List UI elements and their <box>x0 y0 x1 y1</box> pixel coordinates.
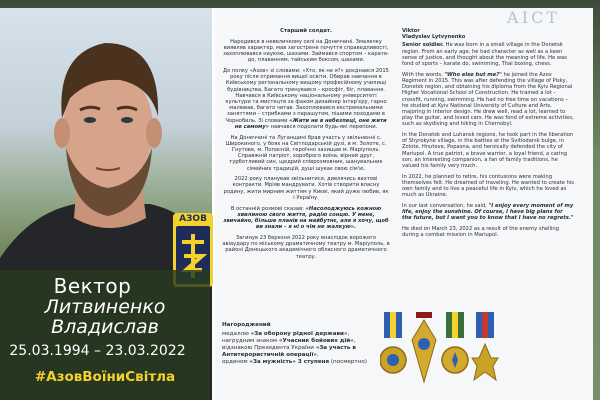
aist-logo: АІСТ <box>506 8 560 27</box>
azov-badge-label: АЗОВ <box>179 214 207 224</box>
award-medal-title: «За оборону рідної держави» <box>250 331 348 337</box>
medals-illustration <box>380 310 500 395</box>
award-order-prefix: орденом <box>222 359 250 365</box>
en-p2-text-end: he joined the Azov Regiment in 2015. This was after defending the village of Pisky, Donetsk region, and obtaining his diploma from the Kyiv Regional Higher Vocational School of Construction. He trained a lot – crossfit, running, swimming. He had no free time on vacations – he studied at Kyiv National University of Culture and Arts, majoring in interior design. He drew well, read a lot, learned to play the guitar, and loved cars. He was fond of extreme activities, such as skydiving and hiking in Chernobyl. <box>402 71 574 128</box>
award-badge-prefix: нагрудним знаком <box>222 338 279 344</box>
combat-participant-badge-icon <box>412 312 436 382</box>
en-p5-quote: "I enjoy every moment of my life, enjoy the sunshine. Of course, I have big plans for the future, but I want you to know that I have no regrets." <box>402 203 574 222</box>
award-medal <box>222 331 380 338</box>
award-badge-title: «Учасник бойових дій» <box>278 338 354 344</box>
last-name: Литвиненко Владислав <box>44 296 166 338</box>
ua-paragraph-3: На Донеччині та Луганщині брав участь у звільненні с. Широкиного, у боях на Світлодарській дузі, в м. Золоте, с. Гнутове, м. Попасній, героїчно захищав м. Маріуполь. Справжній патріот, хороброго воїна, вірний друг, турботливий син, щедрий співрозмовник, шанувальник сімейних традицій, душі шукає свою сім'ю. <box>225 134 387 172</box>
en-paragraph-1 <box>402 42 574 67</box>
hashtag: #АзовВоїниСвітла <box>34 369 176 385</box>
award-medal-suffix: , <box>347 331 350 337</box>
en-name-line-1: Viktor <box>402 28 420 34</box>
en-p5-text: In our last conversation, he said, <box>402 203 489 210</box>
award-president <box>222 345 380 359</box>
medal-defense-icon <box>380 312 406 373</box>
ua-p2-text: До полку «Азов» зі словами: «Хто, як не я?» доєднався 2015 року після отримання вищої освіти. Обирав навчання в Київському регіональному вищому професійному училищі будівництва. Багато тренувався – кросфіт, біг, плавання. Навчався в Київському національному університеті культури та мистецтв за фахом дизайнер інтер'єру, гарно малював, багато читав. Захоплювався екстремальними заняттями – стрибками з парашутом, пішими походами в Чорнобиль. Зі словами <box>223 68 389 124</box>
award-badge-suffix: , <box>353 338 356 344</box>
ua-paragraph-5 <box>222 206 390 231</box>
en-paragraph-6: He died on March 23, 2022 as a result of the enemy shelling during a combat mission in Mariupol. <box>402 226 559 239</box>
en-name-line-2: Vladyslav Lytvynenko <box>402 34 466 41</box>
award-order-suffix: (посмертно) <box>329 359 367 365</box>
en-paragraph-4: In 2022, he planned to retire, his contusions were making themselves felt. He dreamed of traveling. He wanted to create his own family and to live a peaceful life in Kyiv, which he loved as much as Ukraine. <box>402 173 574 199</box>
award-order <box>222 359 380 366</box>
ua-paragraph-2 <box>222 68 390 130</box>
award-medal-prefix: медаллю <box>222 331 251 337</box>
en-paragraph-2 <box>402 72 574 128</box>
ua-paragraph-6: Загинув 23 березня 2022 року внаслідок ворожого авіаудару по міському драматичному театру м. Маріуполь, в районі Донецького академічного обласного драматичного театру. <box>222 234 390 260</box>
ua-p2-quote: «Жити не в небезпеці, оне жити не самому» <box>234 117 387 130</box>
en-paragraph-3: In the Donetsk and Luhansk regions, he took part in the liberation of Shyrokyne village, in the battles at the Svitlodarsk bulge, in Zolote, Hnutove, Popasna, and heroically defended the city of Mariupol. A true patriot, a brave warrior, a loyal friend, a caring son, an interesting companion, a fan of family traditions, he valued his family very much. <box>402 132 574 170</box>
en-p2-quote: "Who else but me?" <box>444 71 502 78</box>
awards-heading: Нагороджений <box>222 322 271 328</box>
ua-p5-text: В останній розмові сказав: <box>230 205 306 212</box>
award-president-title: «За участь в Антитерористичній операції» <box>222 345 356 358</box>
en-p1-rank: Senior soldier. <box>402 42 444 49</box>
ukrainian-biography <box>222 28 390 264</box>
first-name: Вектор <box>53 274 132 298</box>
english-biography <box>402 28 574 243</box>
awards-list <box>222 322 380 366</box>
order-courage-icon <box>472 312 498 380</box>
ua-paragraph-1: Народився в невеличкому селі на Донеччині. Змалечку виявляв характер, мав загострене почуття справедливості, захоплювався наукою, шахами. Займався спортом – карате-до, плаванням, тайським боксом, шахами. <box>223 38 389 64</box>
en-paragraph-5 <box>402 203 574 222</box>
award-badge <box>222 338 380 345</box>
award-president-suffix: , <box>317 352 319 358</box>
award-president-prefix: відзнакою Президента України <box>222 345 316 351</box>
ua-heading: Старший солдат. <box>280 28 332 34</box>
ua-paragraph-4: 2022 року планував звільнитися, дивлячись вахтові контракти. Мріяв мандрувати. Хотів створити власну родину, жити мирним життям у Києві, який дуже любив, як і Україну. <box>223 176 389 201</box>
life-dates: 25.03.1994 – 23.03.2022 <box>9 343 186 359</box>
en-p1-text: He was born in a small village in the Donetsk region. From an early age, he had character as well as a keen sense of justice, and thought about the meaning of life. He was fond of sports – karate do, swimming, Thai boxing, chess. <box>402 42 567 68</box>
ua-p5-quote: «Насолоджуюсь кожною хвилиною свого життя, радію сонцю. У мене, звичайно, більше планів на майбутнє, але я хочу, щоб ви знали – я ні о чім не жалкую». <box>223 205 389 231</box>
ato-award-icon <box>442 312 468 373</box>
ua-p2-text-end: навчався подолати будь-які перепони. <box>269 123 378 130</box>
award-order-title: «За мужність» 3 ступеня <box>249 359 330 365</box>
en-p2-text: With the words, <box>402 71 445 78</box>
